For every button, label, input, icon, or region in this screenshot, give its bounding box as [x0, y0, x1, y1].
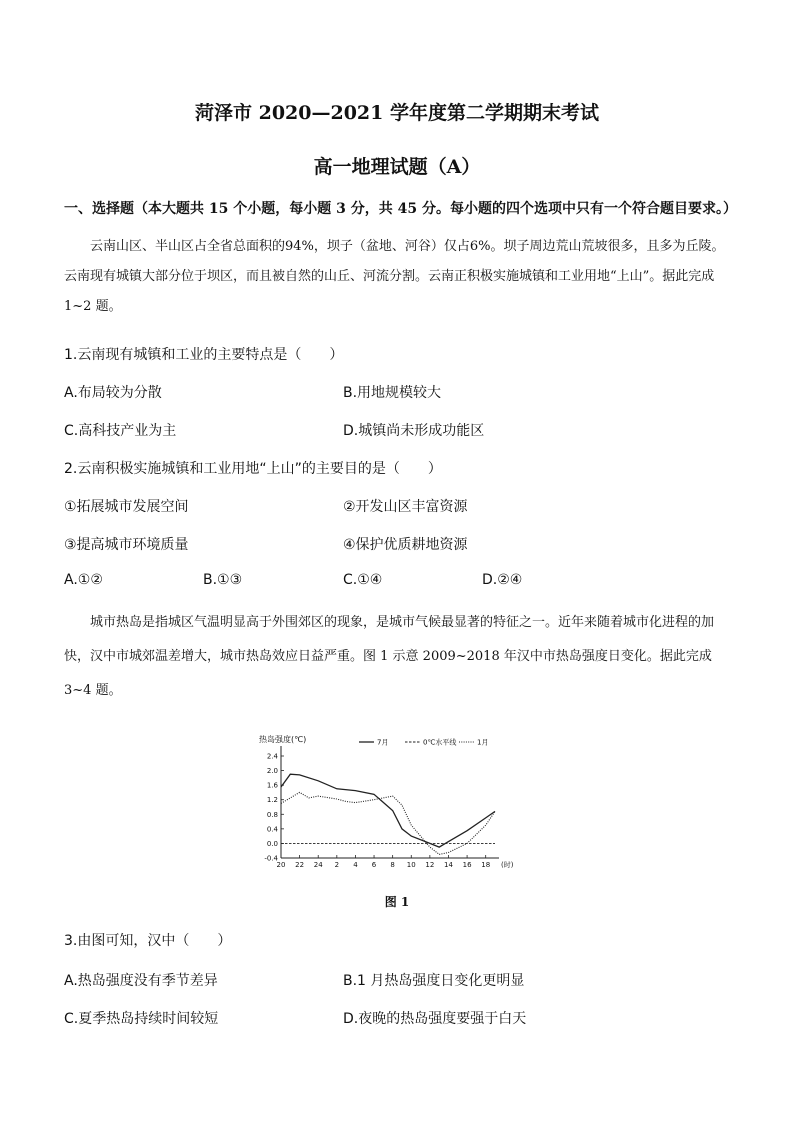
- q3-option-d[interactable]: D.夜晚的热岛强度要强于白天: [343, 1011, 527, 1027]
- y-tick-label: 1.2: [266, 796, 278, 805]
- x-tick-label: 16: [462, 861, 472, 869]
- legend-label-1: 7月: [377, 738, 389, 747]
- question-2-stem: 2.云南积极实施城镇和工业用地“上山”的主要目的是（ ）: [64, 461, 442, 477]
- x-tick-label: 14: [444, 861, 453, 869]
- y-tick-label: 2.4: [266, 752, 278, 761]
- q2-item-4: ④保护优质耕地资源: [343, 537, 468, 553]
- x-tick-label: 12: [425, 861, 435, 869]
- question-1-stem: 1.云南现有城镇和工业的主要特点是（ ）: [64, 347, 344, 363]
- series-line-1: [281, 774, 495, 847]
- x-tick-label: 4: [353, 861, 358, 869]
- q2-item-2: ②开发山区丰富资源: [343, 499, 468, 515]
- y-axis-label: 热岛强度(℃): [259, 735, 307, 744]
- q2-option-c[interactable]: C.①④: [343, 572, 383, 588]
- legend-label-3: 1月: [477, 738, 489, 747]
- q3-option-b[interactable]: B.1 月热岛强度日变化更明显: [343, 973, 525, 989]
- q1-option-d[interactable]: D.城镇尚未形成功能区: [343, 423, 485, 439]
- x-axis-unit: (时): [501, 861, 514, 869]
- question-3-stem: 3.由图可知，汉中（ ）: [64, 933, 232, 949]
- section-heading: 一、选择题（本大题共 15 个小题，每小题 3 分，共 45 分。每小题的四个选项中只有一个符合题目要求。）: [64, 201, 737, 217]
- q1-option-a[interactable]: A.布局较为分散: [64, 385, 162, 401]
- x-tick-label: 18: [481, 861, 491, 869]
- q1-option-b[interactable]: B.用地规模较大: [343, 385, 442, 401]
- exam-subtitle: 高一地理试题（A）: [313, 156, 481, 178]
- y-tick-label: 1.6: [266, 781, 278, 790]
- x-tick-label: 8: [390, 861, 395, 869]
- x-tick-label: 24: [313, 861, 323, 869]
- x-tick-label: 10: [406, 861, 416, 869]
- q2-option-b[interactable]: B.①③: [203, 572, 243, 588]
- q3-option-c[interactable]: C.夏季热岛持续时间较短: [64, 1011, 219, 1027]
- passage-1: 云南山区、半山区占全省总面积的94%，坝子（盆地、河谷）仅占6%。坝子周边荒山荒坡很多，且多为丘陵。云南现有城镇大部分位于坝区，而且被自然的山丘、河流分割。云南正积极实施城镇和工业用地“上山”。据此完成 1~2 题。: [64, 239, 725, 314]
- x-tick-label: 20: [276, 861, 286, 869]
- x-tick-label: 22: [295, 861, 305, 869]
- q2-item-3: ③提高城市环境质量: [64, 537, 189, 553]
- y-tick-label: -0.4: [264, 854, 278, 863]
- passage-2: 城市热岛是指城区气温明显高于外围郊区的现象，是城市气候最显著的特征之一。近年来随着城市化进程的加快，汉中市城郊温差增大，城市热岛效应日益严重。图 1 示意 2009~2018 年汉中市热岛强度日变化。据此完成 3~4 题。: [64, 615, 715, 698]
- series-line-3: [281, 792, 495, 854]
- q3-option-a[interactable]: A.热岛强度没有季节差异: [64, 973, 218, 989]
- y-tick-label: 0.4: [266, 825, 278, 834]
- q2-option-a[interactable]: A.①②: [64, 572, 103, 588]
- q2-option-d[interactable]: D.②④: [482, 572, 523, 588]
- heat-island-chart: [255, 730, 530, 870]
- x-tick-label: 6: [371, 861, 377, 869]
- q1-option-c[interactable]: C.高科技产业为主: [64, 423, 177, 439]
- y-tick-label: 2.0: [266, 767, 278, 776]
- x-tick-label: 2: [334, 861, 340, 869]
- exam-title: 菏泽市 2020—2021 学年度第二学期期末考试: [195, 102, 599, 124]
- q2-item-1: ①拓展城市发展空间: [64, 499, 189, 515]
- legend-label-2: 0℃水平线: [423, 738, 457, 747]
- figure-caption: 图 1: [384, 895, 410, 909]
- y-tick-label: 0.8: [266, 810, 278, 819]
- y-tick-label: 0.0: [266, 839, 278, 848]
